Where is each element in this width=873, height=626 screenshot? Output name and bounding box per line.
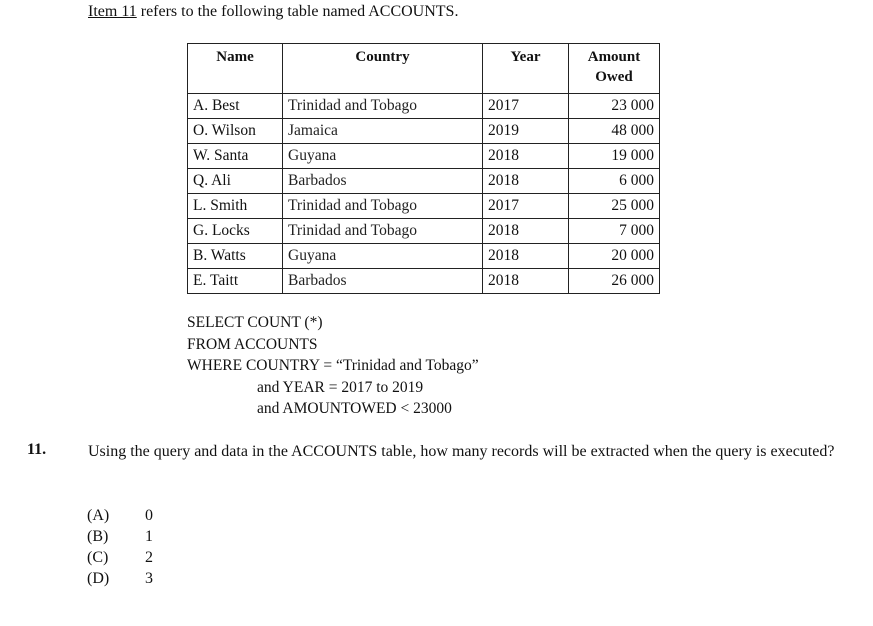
query-line-where: WHERE COUNTRY = “Trinidad and Tobago” bbox=[187, 357, 479, 374]
cell-year: 2018 bbox=[483, 169, 569, 194]
cell-name: A. Best bbox=[188, 94, 283, 119]
cell-amount: 20 000 bbox=[569, 244, 660, 269]
header-name: Name bbox=[188, 44, 283, 94]
header-country: Country bbox=[283, 44, 483, 94]
cell-country: Guyana bbox=[283, 144, 483, 169]
intro-text: refers to the following table named ACCOUNTS. bbox=[136, 3, 459, 20]
query-line-year: and YEAR = 2017 to 2019 bbox=[257, 378, 424, 396]
cell-country: Guyana bbox=[283, 244, 483, 269]
table-row bbox=[188, 144, 660, 169]
cell-year: 2018 bbox=[483, 219, 569, 244]
option-b bbox=[87, 526, 153, 547]
cell-name: Q. Ali bbox=[188, 169, 283, 194]
cell-country: Trinidad and Tobago bbox=[283, 219, 483, 244]
sql-query bbox=[187, 312, 479, 420]
cell-amount: 26 000 bbox=[569, 269, 660, 294]
table-row bbox=[188, 169, 660, 194]
cell-country: Trinidad and Tobago bbox=[283, 94, 483, 119]
table-row bbox=[188, 194, 660, 219]
cell-country: Trinidad and Tobago bbox=[283, 194, 483, 219]
intro-line bbox=[88, 3, 458, 21]
option-c bbox=[87, 547, 153, 568]
option-letter: (A) bbox=[87, 507, 110, 524]
table-row bbox=[188, 244, 660, 269]
table-row bbox=[188, 119, 660, 144]
cell-name: G. Locks bbox=[188, 219, 283, 244]
header-year: Year bbox=[483, 44, 569, 94]
question-number: 11. bbox=[27, 441, 47, 458]
header-amount-line2: Owed bbox=[595, 69, 633, 85]
cell-amount: 19 000 bbox=[569, 144, 660, 169]
option-a bbox=[87, 505, 153, 526]
option-value: 1 bbox=[145, 528, 153, 545]
cell-year: 2017 bbox=[483, 194, 569, 219]
cell-amount: 23 000 bbox=[569, 94, 660, 119]
cell-name: L. Smith bbox=[188, 194, 283, 219]
question-text: Using the query and data in the ACCOUNTS table, how many records will be extracted when the query is executed? bbox=[88, 443, 835, 460]
cell-year: 2018 bbox=[483, 144, 569, 169]
cell-year: 2019 bbox=[483, 119, 569, 144]
cell-amount: 7 000 bbox=[569, 219, 660, 244]
table-row bbox=[188, 94, 660, 119]
option-value: 2 bbox=[145, 549, 153, 566]
accounts-table bbox=[187, 43, 660, 294]
cell-name: O. Wilson bbox=[188, 119, 283, 144]
cell-year: 2018 bbox=[483, 244, 569, 269]
table-header-row bbox=[188, 44, 660, 94]
cell-country: Barbados bbox=[283, 269, 483, 294]
cell-country: Barbados bbox=[283, 169, 483, 194]
answer-options bbox=[87, 505, 153, 589]
query-line-from: FROM ACCOUNTS bbox=[187, 335, 318, 353]
query-line-amount: and AMOUNTOWED < 23000 bbox=[257, 400, 452, 417]
option-d bbox=[87, 568, 153, 589]
option-letter: (B) bbox=[87, 528, 109, 545]
query-line-select: SELECT COUNT (*) bbox=[187, 314, 323, 331]
table-row bbox=[188, 219, 660, 244]
option-letter: (D) bbox=[87, 570, 110, 587]
header-amount-owed bbox=[569, 44, 660, 94]
cell-amount: 25 000 bbox=[569, 194, 660, 219]
item-reference: Item 11 bbox=[88, 3, 137, 20]
cell-name: W. Santa bbox=[188, 144, 283, 169]
cell-amount: 48 000 bbox=[569, 119, 660, 144]
cell-year: 2017 bbox=[483, 94, 569, 119]
option-value: 0 bbox=[145, 507, 153, 524]
option-letter: (C) bbox=[87, 549, 109, 566]
cell-name: B. Watts bbox=[188, 244, 283, 269]
cell-country: Jamaica bbox=[283, 119, 483, 144]
table-row bbox=[188, 269, 660, 294]
cell-amount: 6 000 bbox=[569, 169, 660, 194]
header-amount-line1: Amount bbox=[587, 49, 641, 65]
option-value: 3 bbox=[145, 570, 153, 587]
cell-name: E. Taitt bbox=[188, 269, 283, 294]
cell-year: 2018 bbox=[483, 269, 569, 294]
